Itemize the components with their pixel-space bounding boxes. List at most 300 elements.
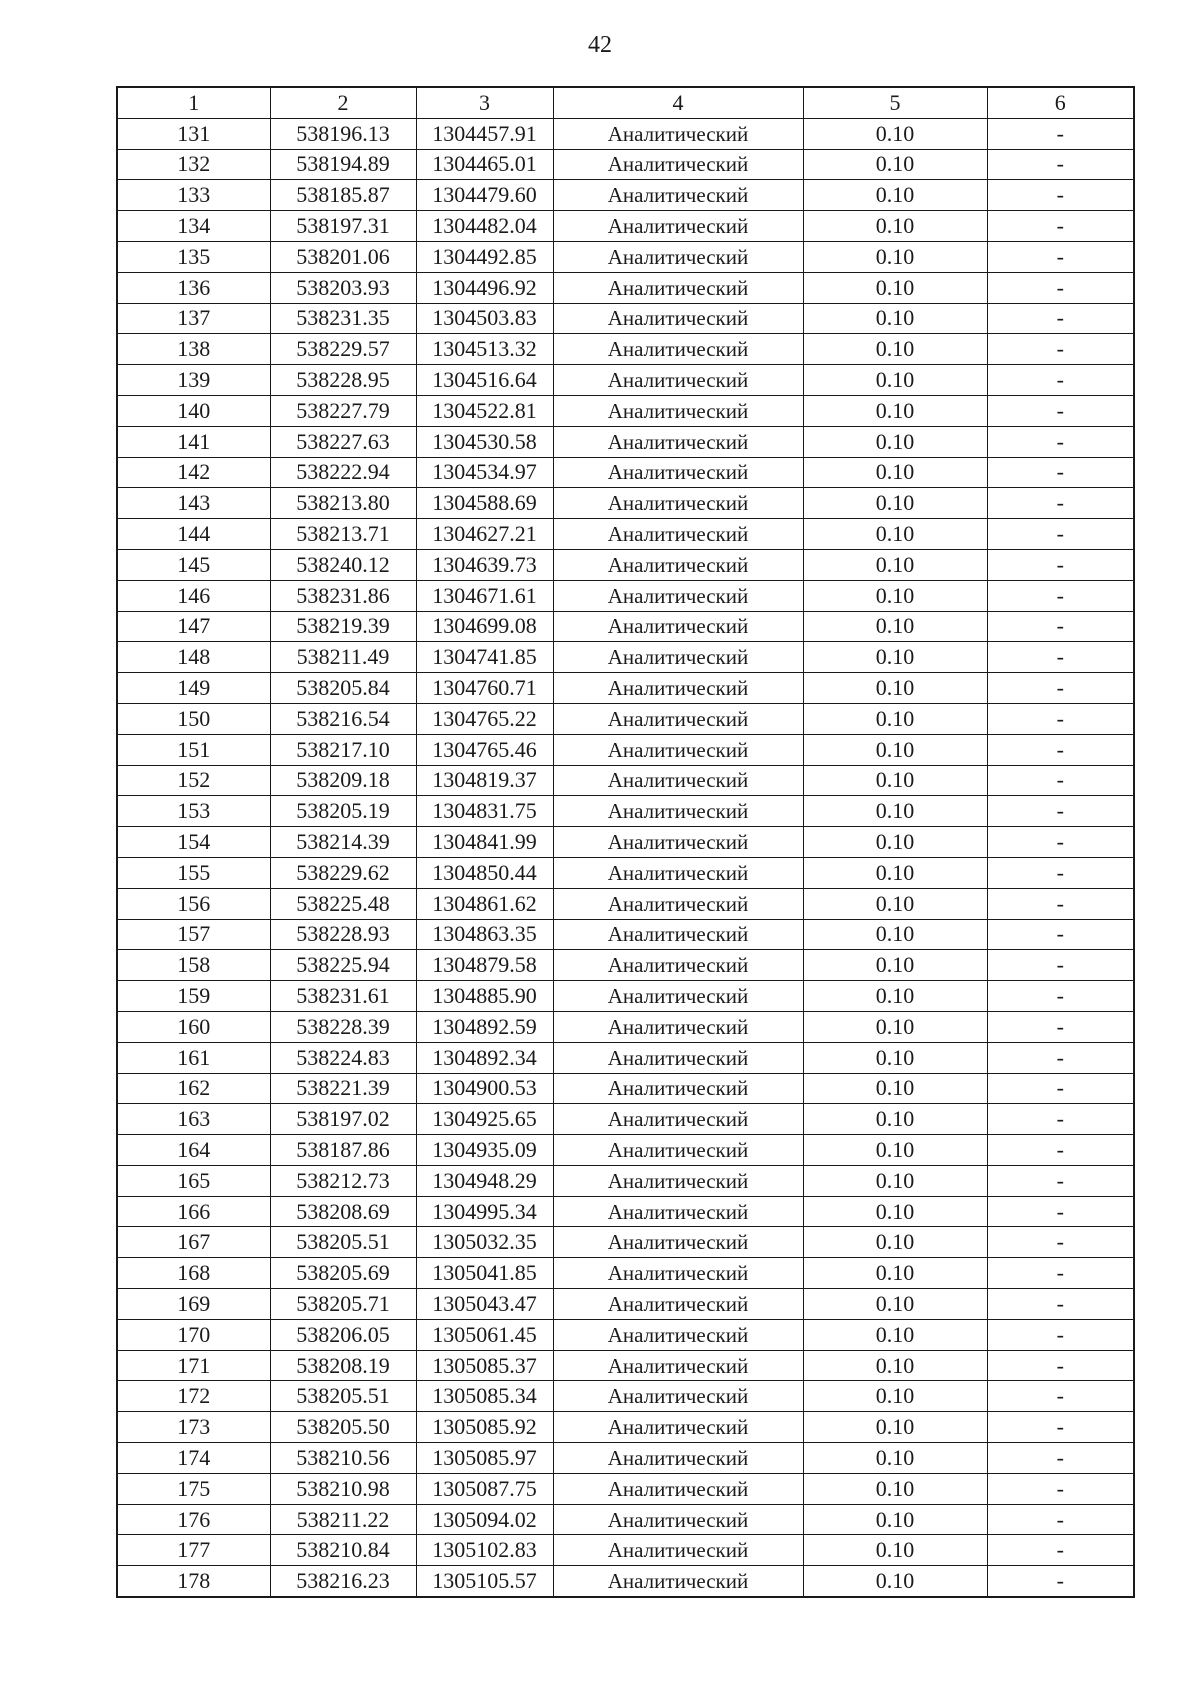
cell-determination-method: Аналитический bbox=[553, 1350, 803, 1381]
cell-y-coordinate: 1304496.92 bbox=[416, 272, 553, 303]
cell-point-number: 142 bbox=[117, 457, 270, 488]
cell-accuracy: 0.10 bbox=[803, 1165, 987, 1196]
cell-y-coordinate: 1304892.34 bbox=[416, 1042, 553, 1073]
table-row bbox=[117, 549, 1134, 580]
cell-determination-method: Аналитический bbox=[553, 765, 803, 796]
cell-x-coordinate: 538187.86 bbox=[270, 1135, 416, 1166]
cell-x-coordinate: 538197.31 bbox=[270, 211, 416, 242]
table-row bbox=[117, 1042, 1134, 1073]
cell-y-coordinate: 1304765.46 bbox=[416, 734, 553, 765]
table-row bbox=[117, 519, 1134, 550]
cell-x-coordinate: 538210.84 bbox=[270, 1535, 416, 1566]
cell-point-number: 157 bbox=[117, 919, 270, 950]
cell-determination-method: Аналитический bbox=[553, 857, 803, 888]
cell-y-coordinate: 1305087.75 bbox=[416, 1473, 553, 1504]
cell-x-coordinate: 538205.51 bbox=[270, 1227, 416, 1258]
cell-accuracy: 0.10 bbox=[803, 426, 987, 457]
cell-accuracy: 0.10 bbox=[803, 796, 987, 827]
table-row bbox=[117, 950, 1134, 981]
cell-accuracy: 0.10 bbox=[803, 1011, 987, 1042]
cell-point-number: 150 bbox=[117, 703, 270, 734]
cell-description: - bbox=[987, 1165, 1134, 1196]
cell-x-coordinate: 538197.02 bbox=[270, 1104, 416, 1135]
cell-point-number: 134 bbox=[117, 211, 270, 242]
cell-y-coordinate: 1304765.22 bbox=[416, 703, 553, 734]
table-row bbox=[117, 241, 1134, 272]
cell-point-number: 166 bbox=[117, 1196, 270, 1227]
cell-accuracy: 0.10 bbox=[803, 488, 987, 519]
table-row bbox=[117, 211, 1134, 242]
cell-determination-method: Аналитический bbox=[553, 1504, 803, 1535]
cell-determination-method: Аналитический bbox=[553, 734, 803, 765]
cell-point-number: 162 bbox=[117, 1073, 270, 1104]
table-row bbox=[117, 1381, 1134, 1412]
cell-y-coordinate: 1304995.34 bbox=[416, 1196, 553, 1227]
cell-accuracy: 0.10 bbox=[803, 1042, 987, 1073]
table-row bbox=[117, 488, 1134, 519]
table-row bbox=[117, 1350, 1134, 1381]
cell-description: - bbox=[987, 827, 1134, 858]
cell-determination-method: Аналитический bbox=[553, 1227, 803, 1258]
cell-description: - bbox=[987, 1473, 1134, 1504]
cell-accuracy: 0.10 bbox=[803, 919, 987, 950]
cell-accuracy: 0.10 bbox=[803, 1196, 987, 1227]
table-row bbox=[117, 457, 1134, 488]
cell-accuracy: 0.10 bbox=[803, 180, 987, 211]
cell-point-number: 163 bbox=[117, 1104, 270, 1135]
cell-y-coordinate: 1304671.61 bbox=[416, 580, 553, 611]
cell-accuracy: 0.10 bbox=[803, 303, 987, 334]
table-row bbox=[117, 426, 1134, 457]
cell-determination-method: Аналитический bbox=[553, 1289, 803, 1320]
cell-determination-method: Аналитический bbox=[553, 1104, 803, 1135]
cell-description: - bbox=[987, 1443, 1134, 1474]
cell-point-number: 139 bbox=[117, 365, 270, 396]
cell-description: - bbox=[987, 1104, 1134, 1135]
cell-determination-method: Аналитический bbox=[553, 241, 803, 272]
cell-x-coordinate: 538231.86 bbox=[270, 580, 416, 611]
cell-point-number: 170 bbox=[117, 1319, 270, 1350]
cell-point-number: 173 bbox=[117, 1412, 270, 1443]
cell-x-coordinate: 538222.94 bbox=[270, 457, 416, 488]
table-header bbox=[117, 87, 1134, 118]
cell-determination-method: Аналитический bbox=[553, 211, 803, 242]
cell-point-number: 144 bbox=[117, 519, 270, 550]
cell-accuracy: 0.10 bbox=[803, 1504, 987, 1535]
cell-determination-method: Аналитический bbox=[553, 673, 803, 704]
cell-accuracy: 0.10 bbox=[803, 1073, 987, 1104]
cell-accuracy: 0.10 bbox=[803, 118, 987, 149]
cell-x-coordinate: 538209.18 bbox=[270, 765, 416, 796]
cell-x-coordinate: 538228.93 bbox=[270, 919, 416, 950]
cell-x-coordinate: 538216.23 bbox=[270, 1566, 416, 1597]
cell-determination-method: Аналитический bbox=[553, 1319, 803, 1350]
cell-y-coordinate: 1305032.35 bbox=[416, 1227, 553, 1258]
table-row bbox=[117, 703, 1134, 734]
cell-point-number: 158 bbox=[117, 950, 270, 981]
cell-determination-method: Аналитический bbox=[553, 703, 803, 734]
cell-point-number: 156 bbox=[117, 888, 270, 919]
cell-y-coordinate: 1305041.85 bbox=[416, 1258, 553, 1289]
cell-point-number: 149 bbox=[117, 673, 270, 704]
cell-point-number: 152 bbox=[117, 765, 270, 796]
cell-description: - bbox=[987, 734, 1134, 765]
cell-x-coordinate: 538228.95 bbox=[270, 365, 416, 396]
cell-y-coordinate: 1304819.37 bbox=[416, 765, 553, 796]
cell-y-coordinate: 1304741.85 bbox=[416, 642, 553, 673]
cell-accuracy: 0.10 bbox=[803, 1443, 987, 1474]
cell-accuracy: 0.10 bbox=[803, 395, 987, 426]
cell-accuracy: 0.10 bbox=[803, 1350, 987, 1381]
cell-y-coordinate: 1304588.69 bbox=[416, 488, 553, 519]
cell-description: - bbox=[987, 1227, 1134, 1258]
cell-x-coordinate: 538213.71 bbox=[270, 519, 416, 550]
cell-description: - bbox=[987, 1289, 1134, 1320]
cell-y-coordinate: 1304863.35 bbox=[416, 919, 553, 950]
cell-y-coordinate: 1304516.64 bbox=[416, 365, 553, 396]
cell-description: - bbox=[987, 1011, 1134, 1042]
cell-determination-method: Аналитический bbox=[553, 1566, 803, 1597]
cell-x-coordinate: 538205.71 bbox=[270, 1289, 416, 1320]
cell-accuracy: 0.10 bbox=[803, 1412, 987, 1443]
cell-point-number: 169 bbox=[117, 1289, 270, 1320]
cell-accuracy: 0.10 bbox=[803, 272, 987, 303]
cell-x-coordinate: 538205.19 bbox=[270, 796, 416, 827]
cell-x-coordinate: 538211.49 bbox=[270, 642, 416, 673]
cell-x-coordinate: 538208.69 bbox=[270, 1196, 416, 1227]
cell-y-coordinate: 1304503.83 bbox=[416, 303, 553, 334]
cell-accuracy: 0.10 bbox=[803, 1227, 987, 1258]
cell-description: - bbox=[987, 365, 1134, 396]
table-row bbox=[117, 118, 1134, 149]
table-row bbox=[117, 611, 1134, 642]
cell-description: - bbox=[987, 241, 1134, 272]
cell-description: - bbox=[987, 549, 1134, 580]
table-body bbox=[117, 118, 1134, 1597]
cell-accuracy: 0.10 bbox=[803, 827, 987, 858]
cell-x-coordinate: 538185.87 bbox=[270, 180, 416, 211]
cell-x-coordinate: 538205.51 bbox=[270, 1381, 416, 1412]
cell-point-number: 171 bbox=[117, 1350, 270, 1381]
cell-point-number: 151 bbox=[117, 734, 270, 765]
cell-description: - bbox=[987, 519, 1134, 550]
cell-description: - bbox=[987, 703, 1134, 734]
cell-x-coordinate: 538221.39 bbox=[270, 1073, 416, 1104]
cell-y-coordinate: 1304457.91 bbox=[416, 118, 553, 149]
cell-x-coordinate: 538217.10 bbox=[270, 734, 416, 765]
table-row bbox=[117, 1566, 1134, 1597]
cell-x-coordinate: 538208.19 bbox=[270, 1350, 416, 1381]
cell-accuracy: 0.10 bbox=[803, 765, 987, 796]
cell-description: - bbox=[987, 1535, 1134, 1566]
cell-point-number: 143 bbox=[117, 488, 270, 519]
cell-x-coordinate: 538231.35 bbox=[270, 303, 416, 334]
page-number: 42 bbox=[588, 32, 612, 58]
cell-description: - bbox=[987, 611, 1134, 642]
cell-y-coordinate: 1305105.57 bbox=[416, 1566, 553, 1597]
cell-determination-method: Аналитический bbox=[553, 611, 803, 642]
cell-y-coordinate: 1304948.29 bbox=[416, 1165, 553, 1196]
cell-determination-method: Аналитический bbox=[553, 1258, 803, 1289]
column-header-y-coordinate: 3 bbox=[416, 87, 553, 118]
cell-accuracy: 0.10 bbox=[803, 857, 987, 888]
cell-description: - bbox=[987, 1381, 1134, 1412]
cell-accuracy: 0.10 bbox=[803, 950, 987, 981]
cell-description: - bbox=[987, 1504, 1134, 1535]
cell-point-number: 154 bbox=[117, 827, 270, 858]
cell-point-number: 140 bbox=[117, 395, 270, 426]
cell-y-coordinate: 1304850.44 bbox=[416, 857, 553, 888]
table-row bbox=[117, 673, 1134, 704]
cell-y-coordinate: 1304861.62 bbox=[416, 888, 553, 919]
cell-y-coordinate: 1304639.73 bbox=[416, 549, 553, 580]
cell-point-number: 164 bbox=[117, 1135, 270, 1166]
cell-accuracy: 0.10 bbox=[803, 365, 987, 396]
cell-y-coordinate: 1304492.85 bbox=[416, 241, 553, 272]
table-row bbox=[117, 1104, 1134, 1135]
cell-point-number: 148 bbox=[117, 642, 270, 673]
table-row bbox=[117, 796, 1134, 827]
cell-y-coordinate: 1304879.58 bbox=[416, 950, 553, 981]
cell-description: - bbox=[987, 149, 1134, 180]
column-header-determination-method: 4 bbox=[553, 87, 803, 118]
cell-description: - bbox=[987, 765, 1134, 796]
cell-x-coordinate: 538203.93 bbox=[270, 272, 416, 303]
cell-point-number: 141 bbox=[117, 426, 270, 457]
cell-description: - bbox=[987, 395, 1134, 426]
cell-accuracy: 0.10 bbox=[803, 981, 987, 1012]
cell-determination-method: Аналитический bbox=[553, 1535, 803, 1566]
cell-y-coordinate: 1304760.71 bbox=[416, 673, 553, 704]
cell-accuracy: 0.10 bbox=[803, 1104, 987, 1135]
column-header-description: 6 bbox=[987, 87, 1134, 118]
cell-point-number: 161 bbox=[117, 1042, 270, 1073]
cell-accuracy: 0.10 bbox=[803, 149, 987, 180]
cell-determination-method: Аналитический bbox=[553, 488, 803, 519]
cell-determination-method: Аналитический bbox=[553, 1473, 803, 1504]
cell-point-number: 177 bbox=[117, 1535, 270, 1566]
cell-description: - bbox=[987, 1566, 1134, 1597]
cell-determination-method: Аналитический bbox=[553, 149, 803, 180]
table-row bbox=[117, 1443, 1134, 1474]
cell-point-number: 133 bbox=[117, 180, 270, 211]
table-row bbox=[117, 1504, 1134, 1535]
cell-determination-method: Аналитический bbox=[553, 334, 803, 365]
cell-y-coordinate: 1304627.21 bbox=[416, 519, 553, 550]
cell-determination-method: Аналитический bbox=[553, 1135, 803, 1166]
cell-determination-method: Аналитический bbox=[553, 457, 803, 488]
cell-y-coordinate: 1305085.92 bbox=[416, 1412, 553, 1443]
cell-description: - bbox=[987, 426, 1134, 457]
cell-accuracy: 0.10 bbox=[803, 642, 987, 673]
table-row bbox=[117, 1165, 1134, 1196]
cell-accuracy: 0.10 bbox=[803, 1566, 987, 1597]
cell-point-number: 131 bbox=[117, 118, 270, 149]
cell-description: - bbox=[987, 211, 1134, 242]
cell-accuracy: 0.10 bbox=[803, 519, 987, 550]
cell-x-coordinate: 538210.98 bbox=[270, 1473, 416, 1504]
cell-y-coordinate: 1304831.75 bbox=[416, 796, 553, 827]
cell-point-number: 138 bbox=[117, 334, 270, 365]
cell-x-coordinate: 538227.79 bbox=[270, 395, 416, 426]
cell-accuracy: 0.10 bbox=[803, 1319, 987, 1350]
cell-determination-method: Аналитический bbox=[553, 519, 803, 550]
coordinates-table bbox=[116, 86, 1135, 1598]
table-row bbox=[117, 765, 1134, 796]
cell-determination-method: Аналитический bbox=[553, 395, 803, 426]
cell-determination-method: Аналитический bbox=[553, 118, 803, 149]
cell-accuracy: 0.10 bbox=[803, 211, 987, 242]
cell-determination-method: Аналитический bbox=[553, 1443, 803, 1474]
cell-y-coordinate: 1305085.34 bbox=[416, 1381, 553, 1412]
cell-determination-method: Аналитический bbox=[553, 642, 803, 673]
cell-x-coordinate: 538225.94 bbox=[270, 950, 416, 981]
cell-description: - bbox=[987, 1412, 1134, 1443]
table-row bbox=[117, 580, 1134, 611]
column-header-point-number: 1 bbox=[117, 87, 270, 118]
cell-point-number: 132 bbox=[117, 149, 270, 180]
cell-description: - bbox=[987, 950, 1134, 981]
cell-determination-method: Аналитический bbox=[553, 1042, 803, 1073]
cell-description: - bbox=[987, 303, 1134, 334]
cell-determination-method: Аналитический bbox=[553, 827, 803, 858]
cell-x-coordinate: 538213.80 bbox=[270, 488, 416, 519]
table-row bbox=[117, 1289, 1134, 1320]
cell-x-coordinate: 538205.50 bbox=[270, 1412, 416, 1443]
cell-description: - bbox=[987, 796, 1134, 827]
cell-determination-method: Аналитический bbox=[553, 981, 803, 1012]
cell-point-number: 147 bbox=[117, 611, 270, 642]
cell-description: - bbox=[987, 919, 1134, 950]
cell-description: - bbox=[987, 1350, 1134, 1381]
cell-point-number: 176 bbox=[117, 1504, 270, 1535]
column-header-x-coordinate: 2 bbox=[270, 87, 416, 118]
table-row bbox=[117, 1011, 1134, 1042]
cell-y-coordinate: 1304534.97 bbox=[416, 457, 553, 488]
column-header-accuracy: 5 bbox=[803, 87, 987, 118]
cell-x-coordinate: 538219.39 bbox=[270, 611, 416, 642]
cell-point-number: 165 bbox=[117, 1165, 270, 1196]
cell-accuracy: 0.10 bbox=[803, 1535, 987, 1566]
cell-description: - bbox=[987, 272, 1134, 303]
cell-determination-method: Аналитический bbox=[553, 950, 803, 981]
cell-y-coordinate: 1304841.99 bbox=[416, 827, 553, 858]
cell-description: - bbox=[987, 180, 1134, 211]
cell-description: - bbox=[987, 1258, 1134, 1289]
cell-description: - bbox=[987, 118, 1134, 149]
cell-y-coordinate: 1304699.08 bbox=[416, 611, 553, 642]
cell-y-coordinate: 1304925.65 bbox=[416, 1104, 553, 1135]
cell-x-coordinate: 538212.73 bbox=[270, 1165, 416, 1196]
cell-y-coordinate: 1305061.45 bbox=[416, 1319, 553, 1350]
cell-accuracy: 0.10 bbox=[803, 1258, 987, 1289]
cell-accuracy: 0.10 bbox=[803, 1381, 987, 1412]
cell-point-number: 167 bbox=[117, 1227, 270, 1258]
cell-point-number: 136 bbox=[117, 272, 270, 303]
table-row bbox=[117, 180, 1134, 211]
table-row bbox=[117, 149, 1134, 180]
cell-x-coordinate: 538214.39 bbox=[270, 827, 416, 858]
cell-x-coordinate: 538211.22 bbox=[270, 1504, 416, 1535]
cell-point-number: 174 bbox=[117, 1443, 270, 1474]
table-row bbox=[117, 395, 1134, 426]
cell-description: - bbox=[987, 580, 1134, 611]
table-row bbox=[117, 981, 1134, 1012]
table-row bbox=[117, 272, 1134, 303]
cell-y-coordinate: 1304900.53 bbox=[416, 1073, 553, 1104]
cell-accuracy: 0.10 bbox=[803, 1135, 987, 1166]
table-row bbox=[117, 1319, 1134, 1350]
cell-x-coordinate: 538224.83 bbox=[270, 1042, 416, 1073]
cell-accuracy: 0.10 bbox=[803, 1289, 987, 1320]
cell-determination-method: Аналитический bbox=[553, 303, 803, 334]
cell-x-coordinate: 538227.63 bbox=[270, 426, 416, 457]
cell-y-coordinate: 1304892.59 bbox=[416, 1011, 553, 1042]
table-row bbox=[117, 334, 1134, 365]
cell-determination-method: Аналитический bbox=[553, 426, 803, 457]
cell-description: - bbox=[987, 334, 1134, 365]
cell-accuracy: 0.10 bbox=[803, 703, 987, 734]
cell-y-coordinate: 1304479.60 bbox=[416, 180, 553, 211]
cell-accuracy: 0.10 bbox=[803, 334, 987, 365]
cell-point-number: 155 bbox=[117, 857, 270, 888]
cell-determination-method: Аналитический bbox=[553, 888, 803, 919]
cell-accuracy: 0.10 bbox=[803, 241, 987, 272]
cell-x-coordinate: 538205.84 bbox=[270, 673, 416, 704]
table-row bbox=[117, 1412, 1134, 1443]
cell-description: - bbox=[987, 488, 1134, 519]
cell-description: - bbox=[987, 857, 1134, 888]
cell-determination-method: Аналитический bbox=[553, 1412, 803, 1443]
table-row bbox=[117, 1535, 1134, 1566]
cell-x-coordinate: 538194.89 bbox=[270, 149, 416, 180]
cell-y-coordinate: 1304530.58 bbox=[416, 426, 553, 457]
cell-determination-method: Аналитический bbox=[553, 919, 803, 950]
cell-y-coordinate: 1305085.97 bbox=[416, 1443, 553, 1474]
table-row bbox=[117, 857, 1134, 888]
cell-determination-method: Аналитический bbox=[553, 1165, 803, 1196]
cell-y-coordinate: 1305043.47 bbox=[416, 1289, 553, 1320]
cell-x-coordinate: 538240.12 bbox=[270, 549, 416, 580]
cell-accuracy: 0.10 bbox=[803, 888, 987, 919]
cell-point-number: 175 bbox=[117, 1473, 270, 1504]
cell-y-coordinate: 1304522.81 bbox=[416, 395, 553, 426]
cell-x-coordinate: 538231.61 bbox=[270, 981, 416, 1012]
cell-point-number: 178 bbox=[117, 1566, 270, 1597]
cell-description: - bbox=[987, 981, 1134, 1012]
cell-y-coordinate: 1304513.32 bbox=[416, 334, 553, 365]
table-row bbox=[117, 1473, 1134, 1504]
cell-point-number: 145 bbox=[117, 549, 270, 580]
table-row bbox=[117, 827, 1134, 858]
table-row bbox=[117, 1073, 1134, 1104]
cell-point-number: 168 bbox=[117, 1258, 270, 1289]
cell-description: - bbox=[987, 1042, 1134, 1073]
cell-accuracy: 0.10 bbox=[803, 673, 987, 704]
cell-point-number: 135 bbox=[117, 241, 270, 272]
cell-x-coordinate: 538205.69 bbox=[270, 1258, 416, 1289]
cell-accuracy: 0.10 bbox=[803, 611, 987, 642]
cell-accuracy: 0.10 bbox=[803, 1473, 987, 1504]
cell-determination-method: Аналитический bbox=[553, 272, 803, 303]
cell-determination-method: Аналитический bbox=[553, 180, 803, 211]
cell-determination-method: Аналитический bbox=[553, 1381, 803, 1412]
cell-y-coordinate: 1305094.02 bbox=[416, 1504, 553, 1535]
table-row bbox=[117, 734, 1134, 765]
cell-y-coordinate: 1304465.01 bbox=[416, 149, 553, 180]
cell-x-coordinate: 538201.06 bbox=[270, 241, 416, 272]
cell-description: - bbox=[987, 1073, 1134, 1104]
